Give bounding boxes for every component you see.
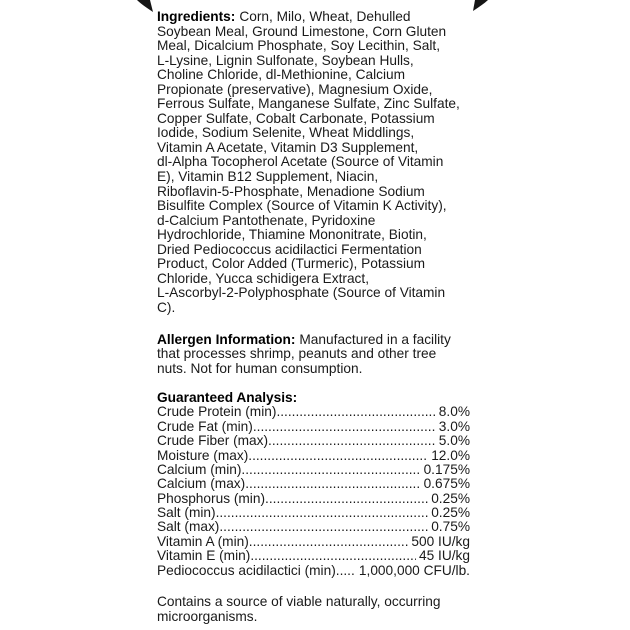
ingredients-line: Iodide, Sodium Selenite, Wheat Middlings, [157,125,415,141]
dot-leader [248,449,428,463]
analysis-label: Moisture (max) [157,447,249,463]
ingredients-section [157,10,473,315]
analysis-value: 12.0% [431,447,470,463]
ingredients-line: Meal, Dicalcium Phosphate, Soy Lecithin, Salt, [157,38,441,54]
analysis-label: Salt (max) [157,519,220,535]
ingredients-line: Chloride, Yucca schidigera Extract, [157,270,370,286]
corner-mark-right-icon [471,0,493,14]
analysis-row [157,520,470,534]
allergen-line: that processes shrimp, peanuts and other tree [157,346,437,362]
analysis-value: 0.25% [431,490,470,506]
analysis-value: 5.0% [438,433,470,449]
ingredients-line: Propionate (preservative), Magnesium Oxide, [157,81,433,97]
ingredients-line: Hydrochloride, Thiamine Mononitrate, Biotin, [157,227,427,243]
analysis-label: Salt (min) [157,505,216,520]
analysis-row [157,463,470,477]
analysis-value: 8.0% [438,404,470,420]
ingredients-line: d-Calcium Pantothenate, Pyridoxine [157,212,376,228]
analysis-label: Calcium (max) [157,476,246,492]
dot-leader [241,463,420,477]
analysis-row [157,477,470,491]
dot-leader [268,434,436,448]
guaranteed-analysis-heading: Guaranteed Analysis: [157,390,298,405]
ingredients-line: C). [157,299,176,315]
ingredients-line: Dried Pediococcus acidilactici Fermentation [157,241,422,257]
dot-leader [216,506,429,520]
ingredients-line: Soybean Meal, Ground Limestone, Corn Gluten [157,23,447,39]
analysis-row [157,434,470,448]
ingredients-line: L-Lysine, Lignin Sulfonate, Soybean Hulls, [157,52,414,68]
analysis-value: 45 IU/kg [419,548,470,564]
ingredients-line: Riboflavin-5-Phosphate, Menadione Sodium [157,183,425,199]
analysis-row [157,506,470,520]
analysis-row [157,449,470,463]
ingredients-line: L-Ascorbyl-2-Polyphosphate (Source of Vitamin [157,285,446,301]
allergen-heading: Allergen Information: [157,332,296,347]
corner-mark-left-icon [133,0,155,14]
allergen-text: Manufactured in a facility [299,332,451,347]
analysis-row [157,549,470,563]
ingredients-line: Choline Chloride, dl-Methionine, Calcium [157,67,406,83]
ingredients-line: E), Vitamin B12 Supplement, Niacin, [157,169,379,185]
ingredients-line: Vitamin A Acetate, Vitamin D3 Supplement, [157,139,419,155]
dot-leader [245,477,420,491]
ingredients-line: Copper Sulfate, Cobalt Carbonate, Potassium [157,110,435,126]
analysis-label: Vitamin A (min) [157,533,249,549]
analysis-value: 1,000,000 CFU/lb. [358,562,470,578]
allergen-line: nuts. Not for human consumption. [157,360,363,376]
analysis-value: 0.175% [423,461,470,477]
footer-line: Contains a source of viable naturally, occurring [157,594,441,609]
viable-microorganisms-note [157,595,473,624]
analysis-label: Vitamin E (min) [157,548,251,564]
dot-leader [250,549,416,563]
guaranteed-analysis-section [157,391,470,578]
dot-leader [336,564,356,578]
ingredients-line: Ferrous Sulfate, Manganese Sulfate, Zinc Sulfate, [157,96,460,112]
analysis-value: 0.75% [431,519,470,535]
dot-leader [253,420,436,434]
analysis-value: 0.25% [431,505,470,520]
analysis-label: Calcium (min) [157,461,242,477]
analysis-row [157,564,470,578]
ingredients-line [157,10,473,25]
allergen-section [157,333,473,376]
ingredients-line: Bisulfite Complex (Source of Vitamin K Activity), [157,198,447,214]
analysis-value: 0.675% [423,476,470,492]
ingredients-line: dl-Alpha Tocopherol Acetate (Source of Vitamin [157,154,444,170]
analysis-label: Pediococcus acidilactici (min) [157,562,336,578]
dot-leader [265,492,428,506]
analysis-value: 500 IU/kg [411,533,470,549]
analysis-label: Crude Fiber (max) [157,433,269,449]
analysis-value: 3.0% [438,418,470,434]
ingredients-heading: Ingredients: [157,9,236,24]
analysis-row [157,492,470,506]
analysis-row [157,535,470,549]
dot-leader [249,535,409,549]
dot-leader [219,520,428,534]
analysis-row [157,405,470,419]
footer-line: microorganisms. [157,608,258,624]
analysis-label: Crude Fat (min) [157,418,253,434]
dot-leader [276,405,435,419]
allergen-line [157,333,473,347]
ingredients-line: Product, Color Added (Turmeric), Potassium [157,256,426,272]
analysis-label: Phosphorus (min) [157,490,266,506]
analysis-row [157,420,470,434]
ingredients-text: Corn, Milo, Wheat, Dehulled [239,9,411,24]
analysis-label: Crude Protein (min) [157,404,277,420]
